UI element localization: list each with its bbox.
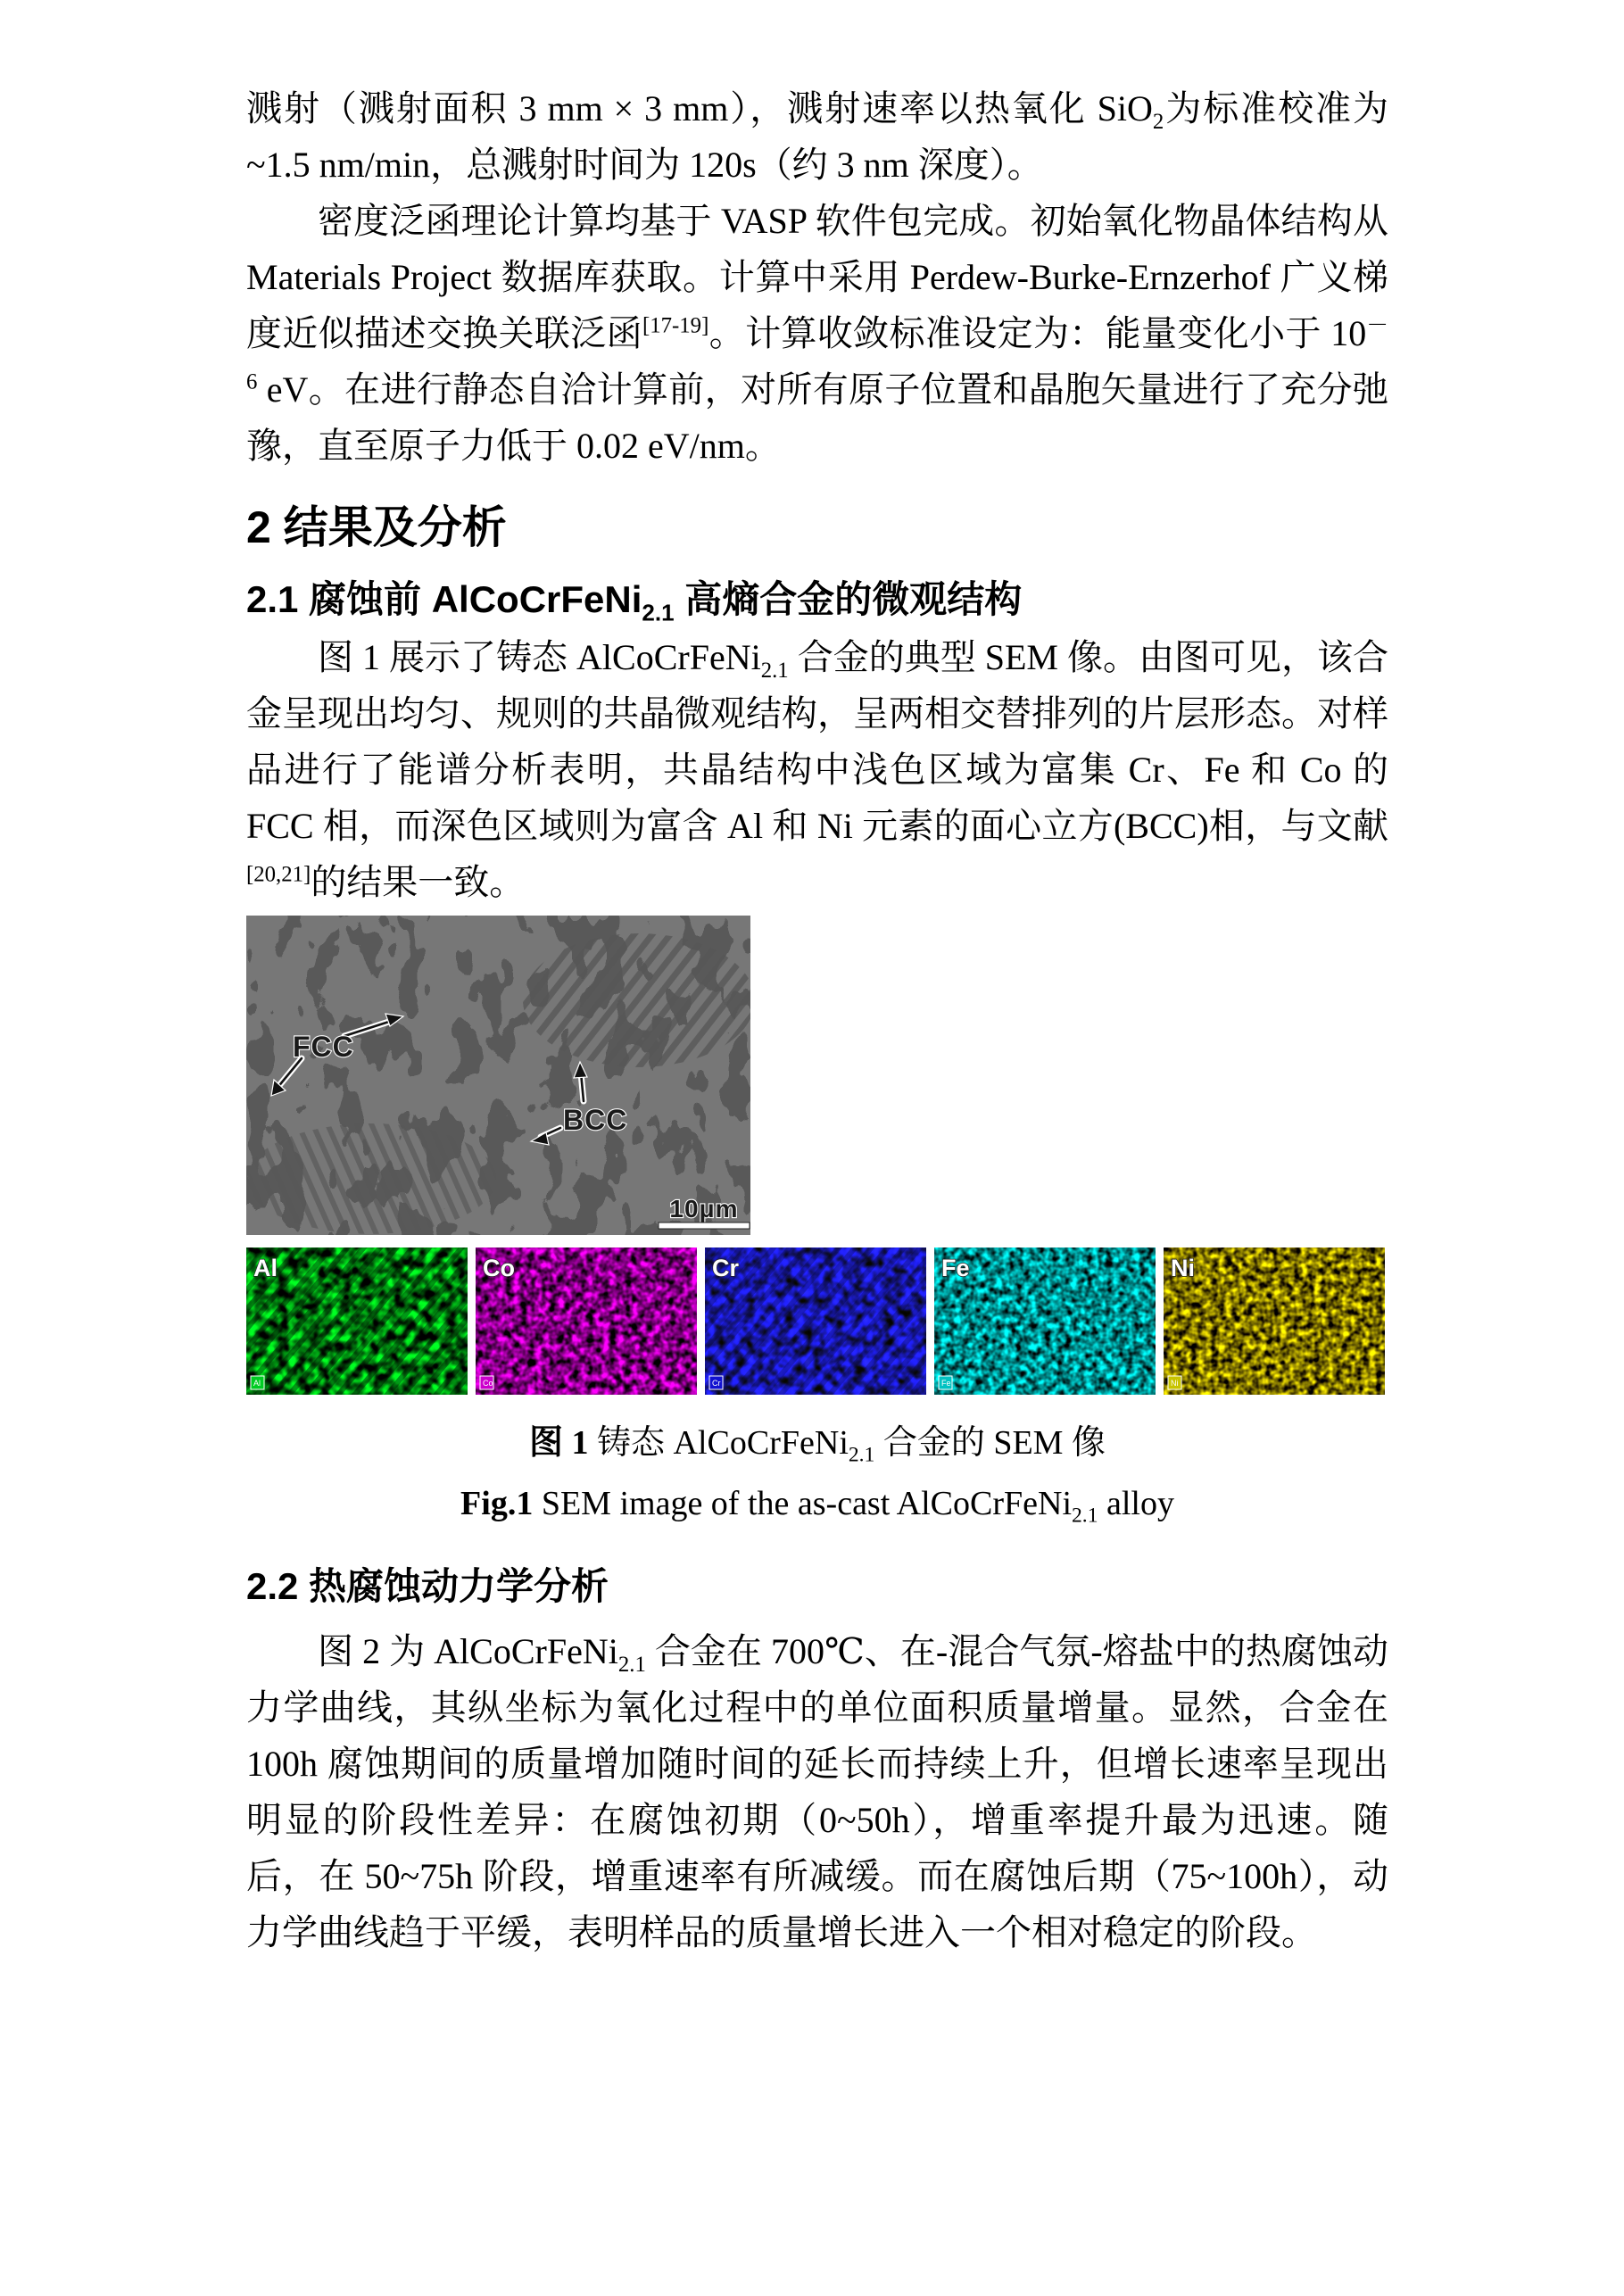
subsection-heading-2-1: 2.1 腐蚀前 AlCoCrFeNi$_{2.1}$ 高熵合金的微观结构 xyxy=(246,578,1023,626)
scale-bar xyxy=(659,1195,750,1229)
paragraph-kinetics: 图 2 为 AlCoCrFeNi$_{2.1}$ 合金在 700℃、在-混合气氛-熔盐中的热腐蚀动力学曲线，其纵坐标为氧化过程中的单位面积质量增量。显然，合金在 100h 腐蚀期间的质量增加随时间的延长而持续上升，但增长速率呈现出明显的阶段性差异：在腐蚀初期（0~50h），增重率提升最为迅速。随后，在 50~75h 阶段，增重速率有所减缓。而在腐蚀后期（75~100h），动力学曲线趋于平缓，表明样品的质量增长进入一个相对稳定的阶段。 xyxy=(246,1631,1388,1952)
eds-cr-legend-label: Cr xyxy=(712,1379,721,1388)
subsection-heading-2-2: 2.2 热腐蚀动力学分析 xyxy=(246,1565,609,1607)
fcc-label: FCC xyxy=(293,1031,354,1063)
eds-al-label: Al xyxy=(253,1255,278,1281)
figure1-caption-zh-number: 图 1 xyxy=(529,1424,589,1462)
figure1-caption-en xyxy=(246,1485,1388,1528)
eds-fe-label: Fe xyxy=(941,1255,970,1281)
paragraph-microstructure: 图 1 展示了铸态 AlCoCrFeNi$_{2.1}$ 合金的典型 SEM 像。由图可见，该合金呈现出均匀、规则的共晶微观结构，呈两相交替排列的片层形态。对样品进行了能谱分析表明，共晶结构中浅色区域为富集 Cr、Fe 和 Co 的 FCC 相，而深色区域则为富含 Al 和 Ni 元素的面心立方(BCC)相，与文献[20,21]的结果一致。 xyxy=(246,637,1388,902)
eds-map-co xyxy=(476,1247,697,1395)
eds-al-lamella-overlay xyxy=(246,1247,468,1395)
sem-lamella-colony-1 xyxy=(523,933,750,1067)
figure1-caption-en-text: SEM image of the as-cast AlCoCrFeNi$_{2.1}$ alloy xyxy=(533,1485,1174,1528)
bcc-label: BCC xyxy=(563,1104,628,1136)
figure-1 xyxy=(246,916,1388,1395)
eds-map-cr xyxy=(705,1247,926,1395)
figure1-caption-en-number: Fig.1 xyxy=(460,1485,534,1522)
eds-map-row xyxy=(246,1247,1388,1395)
sem-micrograph xyxy=(246,916,750,1235)
eds-co-legend-label: Co xyxy=(483,1379,493,1388)
section-heading-results: 2 结果及分析 xyxy=(246,502,507,552)
eds-fe-legend-label: Fe xyxy=(941,1379,951,1388)
eds-ni-legend-label: Ni xyxy=(1171,1379,1179,1388)
sem-lamella-colony-2 xyxy=(246,1123,496,1234)
eds-map-ni xyxy=(1164,1247,1385,1395)
eds-ni-label: Ni xyxy=(1171,1255,1195,1281)
eds-map-al xyxy=(246,1247,468,1395)
sem-micrograph-canvas xyxy=(246,916,750,1235)
scale-bar-line xyxy=(659,1223,750,1229)
figure1-caption-zh xyxy=(246,1424,1388,1467)
scale-bar-label: 10μm xyxy=(669,1195,739,1223)
eds-co-label: Co xyxy=(483,1255,515,1281)
paragraph-sputtering: 溅射（溅射面积 3 mm × 3 mm），溅射速率以热氧化 SiO$_2$为标准校准为~1.5 nm/min，总溅射时间为 120s（约 3 nm 深度）。 xyxy=(246,88,1388,185)
eds-map-fe xyxy=(934,1247,1156,1395)
figure1-caption-zh-text: 铸态 AlCoCrFeNi$_{2.1}$ 合金的 SEM 像 xyxy=(588,1424,1106,1467)
eds-cr-label: Cr xyxy=(712,1255,740,1281)
paragraph-dft: 密度泛函理论计算均基于 VASP 软件包完成。初始氧化物晶体结构从 Materials Project 数据库获取。计算中采用 Perdew-Burke-Ernzerhof 广义梯度近似描述交换关联泛函[17-19]。计算收敛标准设定为：能量变化小于 $10^{-6}$ eV。在进行静态自洽计算前，对所有原子位置和晶胞矢量进行了充分弛豫，直至原子力低于 0.02 eV/nm。 xyxy=(246,201,1389,466)
eds-ni-texture xyxy=(1164,1247,1385,1395)
eds-al-legend-label: Al xyxy=(253,1379,261,1388)
